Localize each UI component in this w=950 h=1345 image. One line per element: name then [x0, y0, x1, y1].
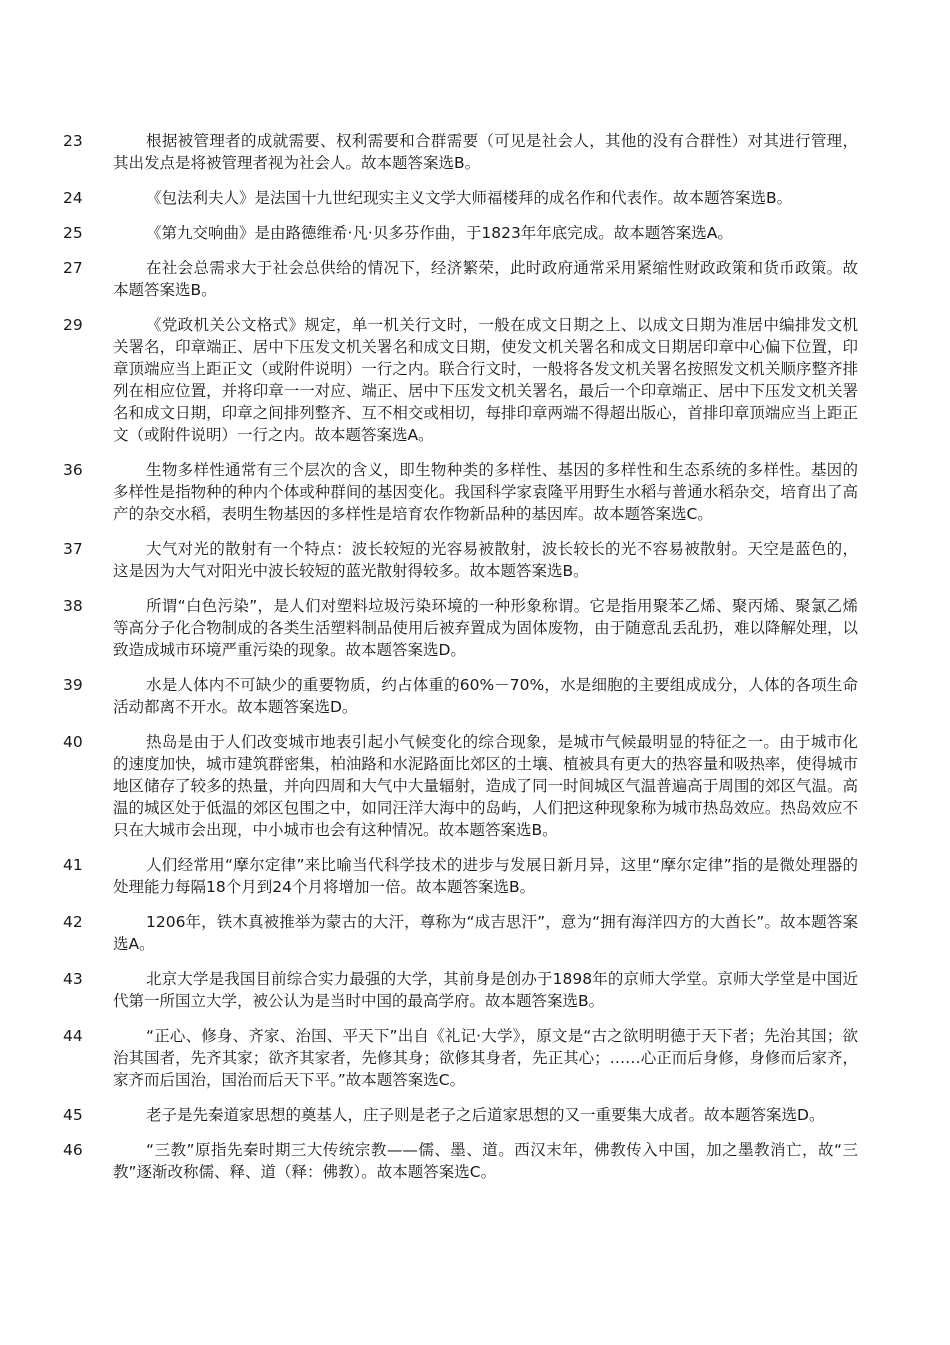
explanation-text: “正心、修身、齐家、治国、平天下”出自《礼记·大学》，原文是“古之欲明明德于天下者；先治其国；欲治其国者，先齐其家；欲齐其家者，先修其身；欲修其身者，先正其心；……心正而后身修，身修而后家齐，家齐而后国治，国治而后天下平。”故本题答案选C。: [113, 1027, 858, 1089]
explanation-text: 大气对光的散射有一个特点：波长较短的光容易被散射，波长较长的光不容易被散射。天空是蓝色的，这是因为大气对阳光中波长较短的蓝光散射得较多。故本题答案选B。: [113, 540, 858, 580]
answer-entry: [0, 314, 950, 446]
question-number: 45: [63, 1106, 83, 1124]
answer-entry: [0, 459, 950, 525]
question-number: 42: [63, 913, 83, 931]
question-number: 39: [63, 676, 83, 694]
answer-entry: [0, 968, 950, 1012]
explanation-text: 生物多样性通常有三个层次的含义，即生物种类的多样性、基因的多样性和生态系统的多样性。基因的多样性是指物种的种内个体或种群间的基因变化。我国科学家袁隆平用野生水稻与普通水稻杂交，培育出了高产的杂交水稻，表明生物基因的多样性是培育农作物新品种的基因库。故本题答案选C。: [113, 461, 858, 523]
answer-explanations-list: [0, 130, 950, 1196]
answer-entry: [0, 595, 950, 661]
explanation-text: 人们经常用“摩尔定律”来比喻当代科学技术的进步与发展日新月异，这里“摩尔定律”指的是微处理器的处理能力每隔18个月到24个月将增加一倍。故本题答案选B。: [113, 856, 858, 896]
explanation-text: 水是人体内不可缺少的重要物质，约占体重的60%－70%，水是细胞的主要组成成分，人体的各项生命活动都离不开水。故本题答案选D。: [113, 676, 858, 716]
question-number: 37: [63, 540, 83, 558]
explanation-text: 《党政机关公文格式》规定，单一机关行文时，一般在成文日期之上、以成文日期为准居中编排发文机关署名，印章端正、居中下压发文机关署名和成文日期，使发文机关署名和成文日期居印章中心偏下位置，印章顶端应当上距正文（或附件说明）一行之内。联合行文时，一般将各发文机关署名按照发文机关顺序整齐排列在相应位置，并将印章一一对应、端正、居中下压发文机关署名，最后一个印章端正、居中下压发文机关署名和成文日期，印章之间排列整齐、互不相交或相切，每排印章两端不得超出版心，首排印章顶端应当上距正文（或附件说明）一行之内。故本题答案选A。: [113, 316, 858, 444]
answer-entry: [0, 731, 950, 841]
question-number: 27: [63, 259, 83, 277]
question-number: 38: [63, 597, 83, 615]
explanation-text: 1206年，铁木真被推举为蒙古的大汗，尊称为“成吉思汗”，意为“拥有海洋四方的大酋长”。故本题答案选A。: [113, 913, 858, 953]
answer-entry: [0, 130, 950, 174]
question-number: 29: [63, 316, 83, 334]
explanation-text: 老子是先秦道家思想的奠基人，庄子则是老子之后道家思想的又一重要集大成者。故本题答案选D。: [146, 1106, 825, 1124]
answer-entry: [0, 674, 950, 718]
explanation-text: 所谓“白色污染”，是人们对塑料垃圾污染环境的一种形象称谓。它是指用聚苯乙烯、聚丙烯、聚氯乙烯等高分子化合物制成的各类生活塑料制品使用后被弃置成为固体废物，由于随意乱丢乱扔，难以降解处理，以致造成城市环境严重污染的现象。故本题答案选D。: [113, 597, 858, 659]
answer-entry: [0, 222, 950, 244]
explanation-text: 《第九交响曲》是由路德维希·凡·贝多芬作曲，于1823年年底完成。故本题答案选A。: [146, 224, 733, 242]
question-number: 41: [63, 856, 83, 874]
question-number: 40: [63, 733, 83, 751]
answer-entry: [0, 257, 950, 301]
answer-entry: [0, 1025, 950, 1091]
explanation-text: 在社会总需求大于社会总供给的情况下，经济繁荣，此时政府通常采用紧缩性财政政策和货币政策。故本题答案选B。: [113, 259, 858, 299]
explanation-text: 《包法利夫人》是法国十九世纪现实主义文学大师福楼拜的成名作和代表作。故本题答案选B。: [146, 189, 793, 207]
explanation-text: 根据被管理者的成就需要、权利需要和合群需要（可见是社会人，其他的没有合群性）对其进行管理，其出发点是将被管理者视为社会人。故本题答案选B。: [113, 132, 858, 172]
explanation-text: “三教”原指先秦时期三大传统宗教——儒、墨、道。西汉末年，佛教传入中国，加之墨教消亡，故“三教”逐渐改称儒、释、道（释：佛教）。故本题答案选C。: [113, 1141, 858, 1181]
question-number: 43: [63, 970, 83, 988]
answer-entry: [0, 854, 950, 898]
answer-entry: [0, 538, 950, 582]
explanation-text: 北京大学是我国目前综合实力最强的大学，其前身是创办于1898年的京师大学堂。京师大学堂是中国近代第一所国立大学，被公认为是当时中国的最高学府。故本题答案选B。: [113, 970, 858, 1010]
question-number: 24: [63, 189, 83, 207]
explanation-text: 热岛是由于人们改变城市地表引起小气候变化的综合现象，是城市气候最明显的特征之一。由于城市化的速度加快，城市建筑群密集，柏油路和水泥路面比郊区的土壤、植被具有更大的热容量和吸热率，使得城市地区储存了较多的热量，并向四周和大气中大量辐射，造成了同一时间城区气温普遍高于周围的郊区气温。高温的城区处于低温的郊区包围之中，如同汪洋大海中的岛屿，人们把这种现象称为城市热岛效应。热岛效应不只在大城市会出现，中小城市也会有这种情况。故本题答案选B。: [113, 733, 858, 839]
question-number: 44: [63, 1027, 83, 1045]
answer-entry: [0, 1139, 950, 1183]
answer-entry: [0, 1104, 950, 1126]
question-number: 23: [63, 132, 83, 150]
question-number: 36: [63, 461, 83, 479]
question-number: 25: [63, 224, 83, 242]
answer-entry: [0, 911, 950, 955]
answer-entry: [0, 187, 950, 209]
question-number: 46: [63, 1141, 83, 1159]
